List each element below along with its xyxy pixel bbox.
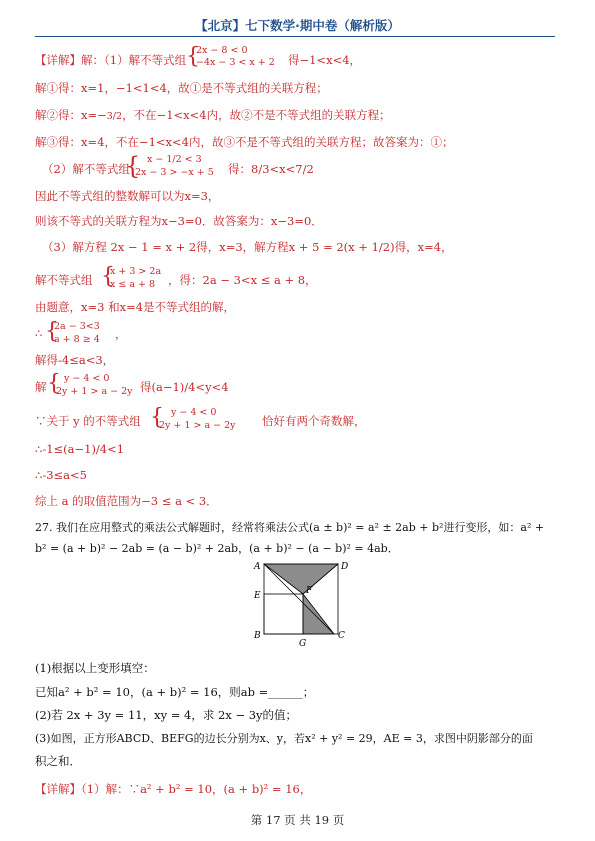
therefore-symbol: ∴ (35, 326, 43, 340)
system-3: { x + 3 > 2a x ≤ a + 8 (101, 264, 162, 290)
solution-line-4: 解③得：x=4，不在−1<x<4内，故③不是不等式组的关联方程；故答案为：①； (35, 135, 454, 149)
solution-line-15: ∴-1≤(a−1)/4<1 (35, 442, 125, 456)
part-3-line-1: (3)如图，正方形ABCD、BEFG的边长分别为x、y，若x² + y² = 29，AE = 3，求图中阴影部分的面 (35, 732, 533, 745)
label-E: E (254, 591, 261, 601)
solution-line-16: ∴-3≤a<5 (35, 468, 87, 482)
shaded-triangle-bottom (303, 594, 334, 634)
label-A: A (254, 562, 261, 572)
solution-line-12: 解得-4≤a<3， (35, 353, 115, 367)
system-5: { y − 4 < 0 2y + 1 > a − 2y (47, 371, 133, 397)
solution-line-5-result: 得：8/3<x<7/2 (228, 162, 314, 176)
question-27-line-1: 27. 我们在应用整式的乘法公式解题时，经常将乘法公式(a ± b)² = a² ± 2ab + b²进行变形，如：a² + (35, 521, 545, 534)
solution-line-1-result: 得−1<x<4， (288, 53, 362, 67)
system-2: { x − 1/2 < 3 2x − 3 > −x + 5 (125, 152, 214, 180)
solution-line-2: 解①得：x=1，−1<1<4，故①是不等式组的关联方程； (35, 81, 328, 95)
label-D: D (341, 562, 349, 572)
header-rule (35, 36, 555, 37)
brace: { (125, 152, 141, 180)
label-G: G (299, 639, 307, 649)
brace: { (186, 44, 200, 69)
square-befg (264, 594, 303, 634)
solution-line-3: 解②得：x=−3/2，不在−1<x<4内，故②不是不等式组的关联方程； (35, 108, 391, 122)
solution-line-9-label: 解不等式组 (35, 273, 93, 287)
system-6: { y − 4 < 0 2y + 1 > a − 2y (150, 405, 236, 431)
label-F: F (306, 586, 313, 596)
solution-line-7: 则该不等式的关联方程为x−3=0．故答案为：x−3=0． (35, 214, 323, 228)
solution-line-1: 【详解】解：（1）解不等式组 (35, 53, 187, 67)
brace: { (101, 264, 115, 289)
page-footer: 第 17 页 共 19 页 (250, 813, 345, 827)
shaded-triangle-top (264, 564, 338, 594)
brace: { (45, 319, 59, 344)
solution-line-9-result: ，得：2a − 3<x ≤ a + 8， (168, 273, 317, 287)
geometry-figure (248, 560, 354, 652)
brace: { (47, 371, 61, 396)
brace: { (150, 405, 164, 430)
solution-line-8: （3）解方程 2x − 1 = x + 2得，x=3，解方程x + 5 = 2(x + 1/2)得，x=4， (42, 240, 453, 254)
solution-line-17: 综上 a 的取值范围为−3 ≤ a < 3． (35, 494, 218, 508)
part-2: (2)若 2x + 3y = 11，xy = 4，求 2x − 3y的值； (35, 708, 298, 722)
solution-line-6: 因此不等式组的整数解可以为x=3， (35, 189, 220, 203)
label-C: C (338, 631, 345, 641)
system-4: { 2a − 3<3 a + 8 ≥ 4 (45, 319, 100, 345)
part-1: (1)根据以上变形填空： (35, 661, 155, 675)
answer-start: 【详解】（1）解：∵a² + b² = 10，(a + b)² = 16， (35, 782, 312, 796)
solution-line-10: 由题意，x=3 和x=4是不等式组的解， (35, 300, 236, 314)
part-3-line-2: 积之和． (35, 754, 81, 768)
label-B: B (254, 631, 261, 641)
page-header: 【北京】七下数学·期中卷（解析版） (195, 18, 400, 33)
question-27-line-2: b² = (a + b)² − 2ab = (a − b)² + 2ab，(a + b)² − (a − b)² = 4ab． (35, 542, 399, 555)
system-1: { 2x − 8 < 0 −4x − 3 < x + 2 (186, 44, 275, 69)
solution-line-5: （2）解不等式组 (42, 162, 130, 176)
part-1-given: 已知a² + b² = 10，(a + b)² = 16，则ab =______； (35, 685, 315, 699)
solution-line-13-result: 得(a−1)/4<y<4 (140, 380, 229, 394)
figure-drawing (264, 564, 338, 634)
